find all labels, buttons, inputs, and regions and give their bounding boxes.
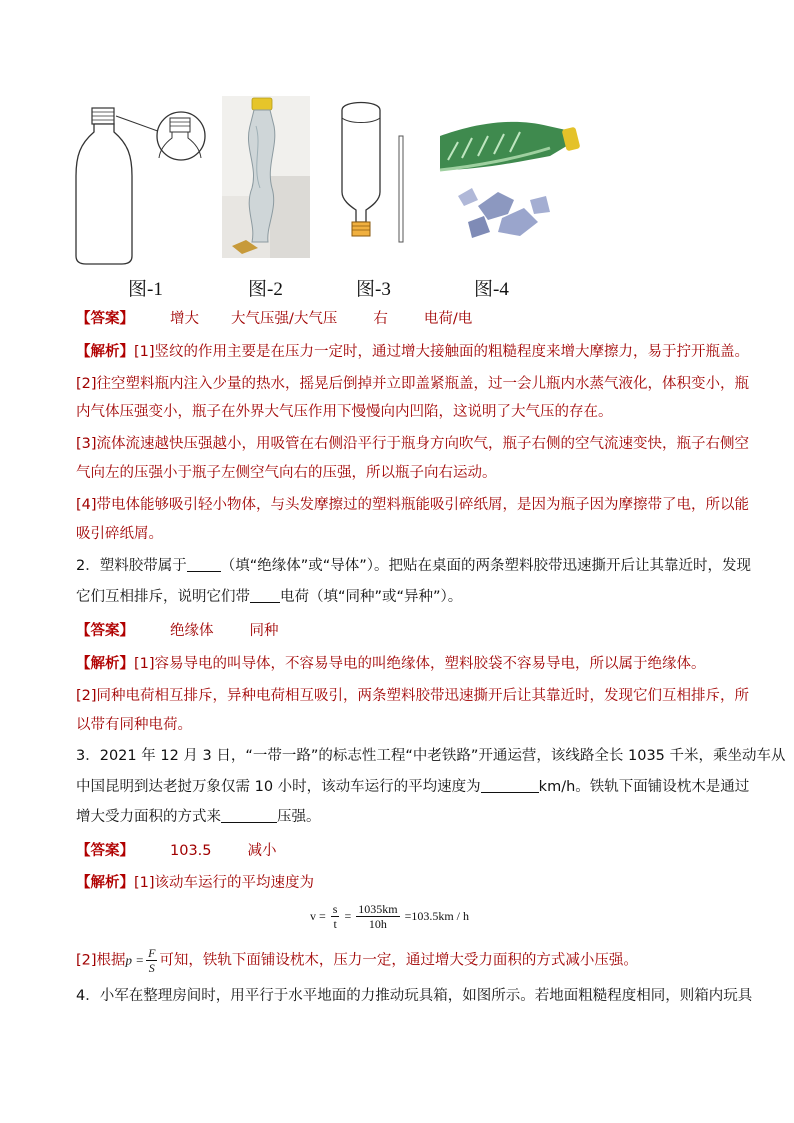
q1-answer-2: 大气压强/大气压 [231, 311, 338, 327]
q3-blank-2 [221, 808, 277, 823]
figure-4-bottle-paper-photo [438, 96, 598, 300]
formula-fraction-distance-over-time: $\frac{1035km}{10h}$ [358, 902, 398, 931]
answer-label: 【答案】 [76, 311, 134, 327]
q3-analysis-line-1: 【解析】[1]该动车运行的平均速度为 [76, 875, 315, 891]
analysis-label: 【解析】 [76, 344, 134, 360]
q3-analysis-line-2: [2]根据p = $\frac{F}{S}$ 可知，铁轨下面铺设枕木，压力一定，通过增大受力面积的方式减小压强。 [76, 946, 638, 975]
q2-analysis-line-2: [2]同种电荷相互排斥，异种电荷相互吸引，两条塑料胶带迅速撕开后让其靠近时，发现它们互相排斥，所 [76, 688, 750, 704]
q1-answer-1: 增大 [170, 311, 199, 327]
q3-blank-1 [481, 778, 539, 793]
figure-2-crushed-bottle-photo [222, 96, 310, 300]
q3-answer-line: 【答案】 103.5 减小 [76, 843, 277, 859]
q4-stem-line-1: 4．小军在整理房间时，用平行于水平地面的力推动玩具箱，如图所示。若地面粗糙程度相同，则箱内玩具 [76, 988, 753, 1004]
q3-answer-2: 减小 [247, 843, 277, 859]
q1-analysis-line-1: 【解析】[1]竖纹的作用主要是在压力一定时，通过增大接触面的粗糙程度来增大摩擦力，易于拧开瓶盖。 [76, 344, 750, 360]
formula-fraction-s-over-t: $\frac{s}{t}$ [332, 902, 338, 931]
q2-answer-2: 同种 [249, 623, 279, 639]
q2-analysis-line-3: 以带有同种电荷。 [76, 717, 192, 733]
q1-answer-3: 右 [373, 311, 388, 327]
q2-blank-1 [187, 557, 221, 572]
q2-analysis-line-1: 【解析】[1]容易导电的叫导体，不容易导电的叫绝缘体，塑料胶袋不容易导电，所以属于绝缘体。 [76, 656, 706, 672]
q3-answer-1: 103.5 [170, 843, 212, 859]
figure-2-caption: 图-2 [248, 279, 283, 300]
q2-answer-line: 【答案】 绝缘体 同种 [76, 623, 279, 639]
pressure-fraction: $\frac{F}{S}$ [148, 946, 156, 975]
q3-stem-line-1: 3．2021 年 12 月 3 日，“一带一路”的标志性工程“中老铁路”开通运营，该线路全长 1035 千米，乘坐动车从 [76, 748, 786, 764]
q1-analysis-line-5: 气向左的压强小于瓶子左侧空气向右的压强，所以瓶子向右运动。 [76, 465, 497, 481]
figure-4-caption: 图-4 [474, 279, 509, 300]
q1-answer-line [76, 309, 726, 329]
q1-analysis-line-6: [4]带电体能够吸引轻小物体，与头发摩擦过的塑料瓶能吸引碎纸屑，是因为瓶子因为摩擦带了电，所以能 [76, 497, 750, 513]
speed-formula: v = $\frac{s}{t}$ = $\frac{1035km}{10h}$ =103.5km / h [310, 902, 470, 931]
q3-stem-line-3: 增大受力面积的方式来 压强。 [76, 809, 321, 825]
figure-strip [0, 96, 794, 306]
q1-analysis-line-2: [2]往空塑料瓶内注入少量的热水，摇晃后倒掉并立即盖紧瓶盖，过一会儿瓶内水蒸气液化，体积变小，瓶 [76, 376, 750, 392]
q1-answer-4: 电荷/电 [423, 311, 473, 327]
q2-answer-1: 绝缘体 [170, 623, 214, 639]
figure-3-bottle-straw-drawing [336, 96, 416, 300]
figure-1-bottle-drawing [70, 96, 210, 300]
figure-1-caption: 图-1 [128, 279, 163, 300]
figure-3-caption: 图-3 [356, 279, 391, 300]
q2-blank-2 [250, 588, 280, 603]
q1-analysis-line-4: [3]流体流速越快压强越小，用吸管在右侧沿平行于瓶身方向吹气，瓶子右侧的空气流速变快，瓶子右侧空 [76, 436, 750, 452]
q1-analysis-line-3: 内气体压强变小，瓶子在外界大气压作用下慢慢向内凹陷，这说明了大气压的存在。 [76, 404, 613, 420]
q2-stem-line-1: 2．塑料胶带属于 （填“绝缘体”或“导体”）。把贴在桌面的两条塑料胶带迅速撕开后让其靠近时，发现 [76, 558, 752, 574]
q2-stem-line-2: 它们互相排斥，说明它们带 电荷（填“同种”或“异种”）。 [76, 589, 463, 605]
q3-stem-line-2: 中国昆明到达老挝万象仅需 10 小时，该动车运行的平均速度为 km/h。铁轨下面铺设枕木是通过 [76, 779, 750, 795]
q1-analysis-line-7: 吸引碎纸屑。 [76, 526, 163, 542]
